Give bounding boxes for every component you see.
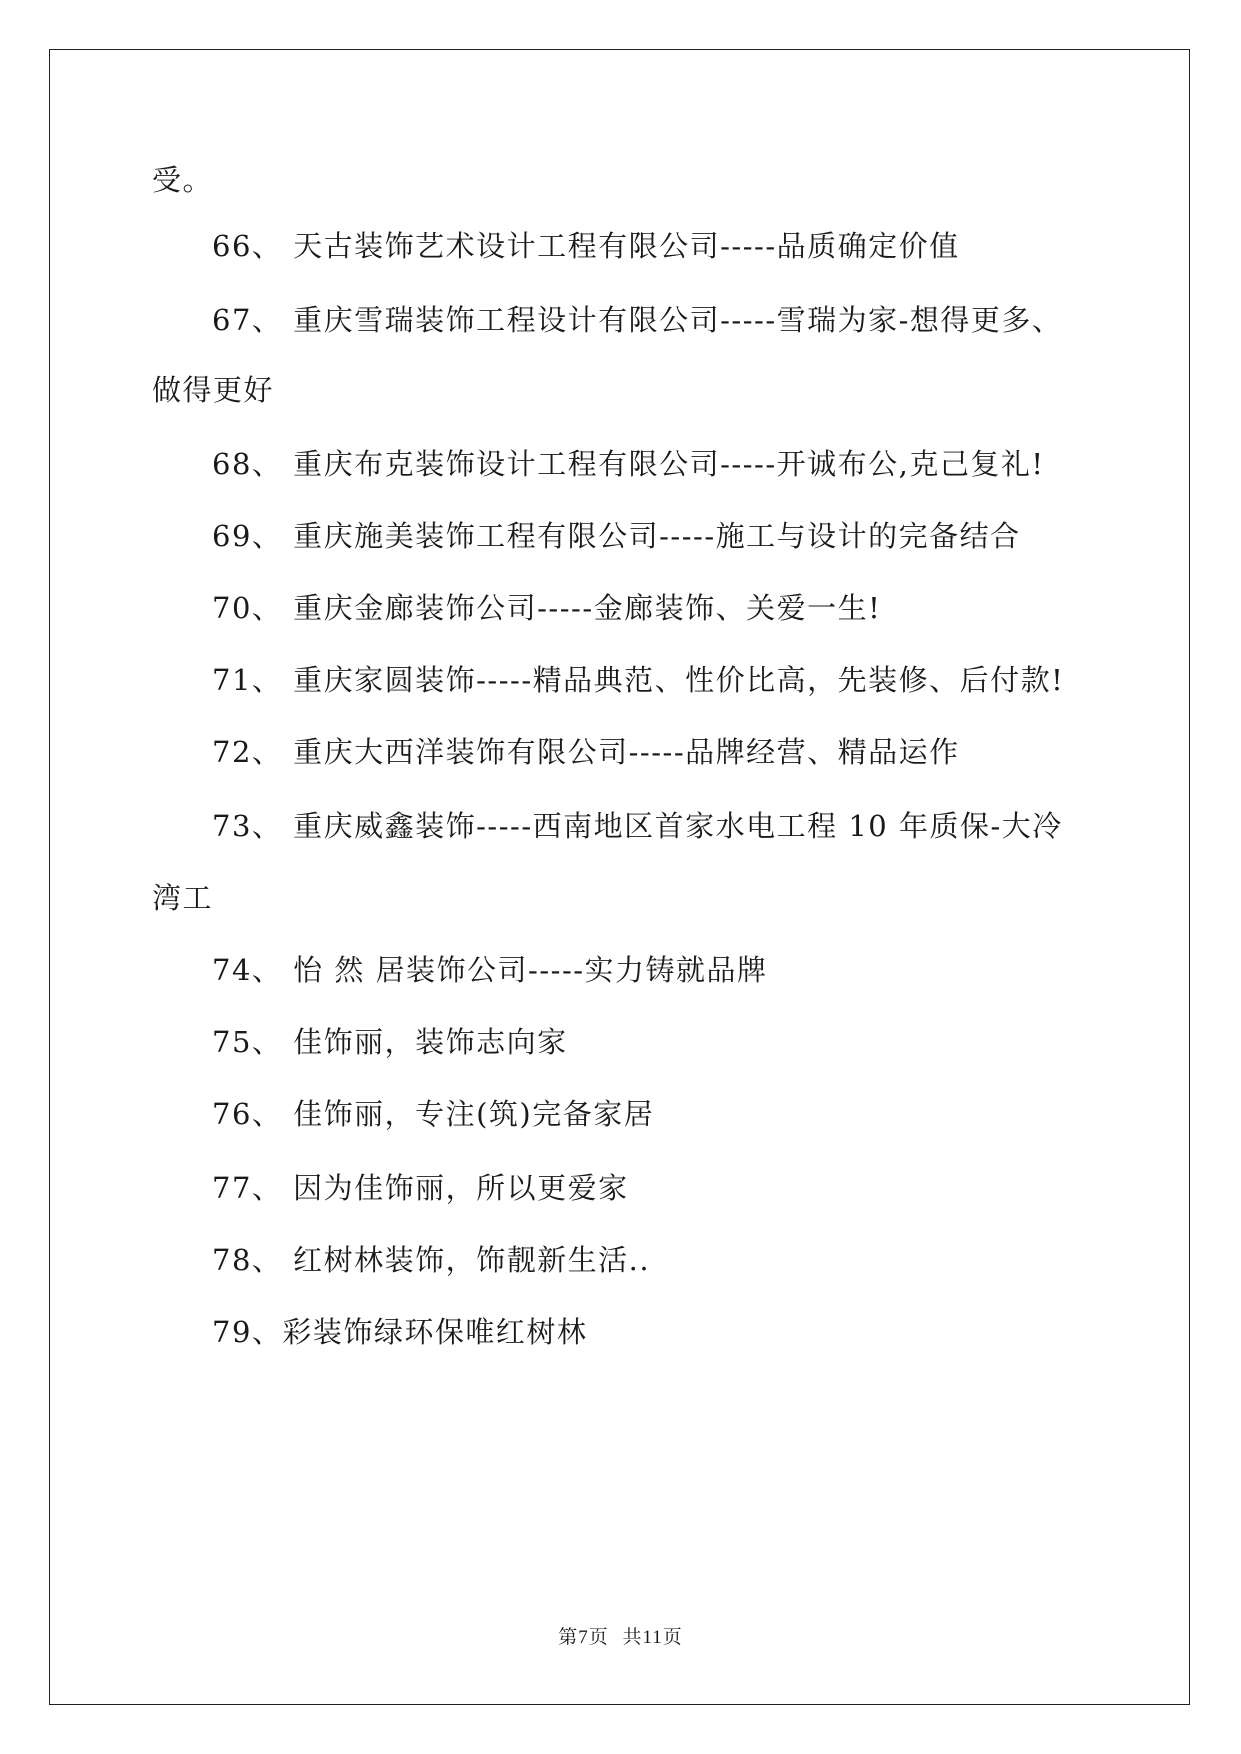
list-item-76: 76、 佳饰丽，专注(筑)完备家居: [212, 1097, 655, 1131]
list-item-72: 72、 重庆大西洋装饰有限公司-----品牌经营、精品运作: [212, 735, 960, 769]
page-footer: [0, 1622, 1241, 1649]
list-item-67-continued: 做得更好: [152, 373, 275, 407]
total-page-count: 共11页: [622, 1627, 683, 1648]
list-item-75: 75、 佳饰丽，装饰志向家: [212, 1025, 568, 1059]
list-item-78: 78、 红树林装饰，饰靓新生活..: [212, 1243, 651, 1277]
current-page-number: 第7页: [558, 1627, 609, 1648]
list-item-68: 68、 重庆布克装饰设计工程有限公司-----开诚布公,克己复礼!: [212, 447, 1045, 481]
list-item-74: 74、 怡 然 居装饰公司-----实力铸就品牌: [212, 953, 768, 987]
list-item-66: 66、 天古装饰艺术设计工程有限公司-----品质确定价值: [212, 229, 960, 263]
page-frame: [49, 49, 1190, 1705]
list-item-69: 69、 重庆施美装饰工程有限公司-----施工与设计的完备结合: [212, 519, 1021, 553]
list-item-73: 73、 重庆威鑫装饰-----西南地区首家水电工程 10 年质保-大冷: [212, 809, 1063, 843]
list-item-77: 77、 因为佳饰丽，所以更爱家: [212, 1171, 629, 1205]
list-item-67: 67、 重庆雪瑞装饰工程设计有限公司-----雪瑞为家-想得更多、: [212, 303, 1063, 337]
text-line: 受。: [152, 163, 214, 197]
list-item-71: 71、 重庆家圆装饰-----精品典范、性价比高，先装修、后付款!: [212, 663, 1065, 697]
list-item-79: 79、彩装饰绿环保唯红树林: [212, 1315, 588, 1349]
list-item-70: 70、 重庆金廊装饰公司-----金廊装饰、关爱一生!: [212, 591, 882, 625]
list-item-73-continued: 湾工: [152, 881, 214, 915]
